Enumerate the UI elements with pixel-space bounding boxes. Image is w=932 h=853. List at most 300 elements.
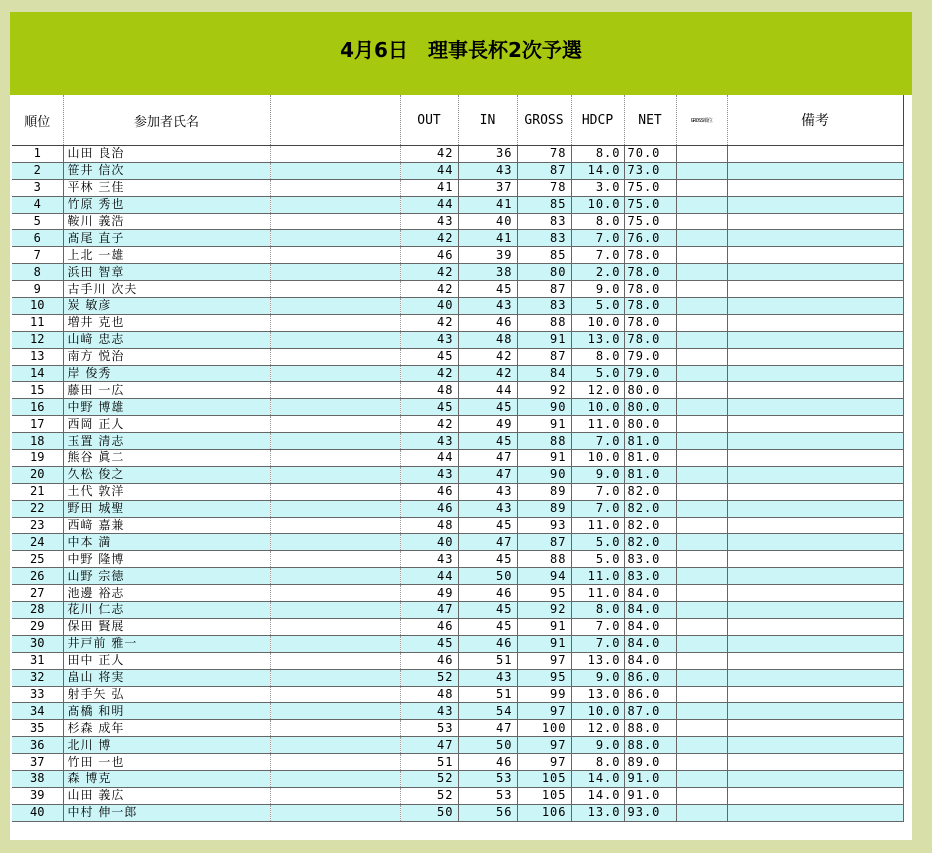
cell-rank: 33 xyxy=(12,686,63,703)
cell-spacer xyxy=(270,737,400,754)
cell-out: 46 xyxy=(400,483,458,500)
cell-empty xyxy=(727,146,903,163)
cell-empty xyxy=(727,264,903,281)
cell-in: 46 xyxy=(458,635,517,652)
cell-in: 51 xyxy=(458,686,517,703)
cell-rank: 7 xyxy=(12,247,63,264)
cell-name: 玉置 清志 xyxy=(63,433,270,450)
cell-in: 42 xyxy=(458,365,517,382)
cell-out: 42 xyxy=(400,146,458,163)
header-spacer xyxy=(270,95,400,146)
cell-net: 78.0 xyxy=(624,247,676,264)
cell-hdcp: 8.0 xyxy=(571,146,624,163)
page-title: 4月6日 理事長杯2次予選 xyxy=(340,38,582,62)
table-row xyxy=(12,247,903,264)
cell-empty xyxy=(676,179,727,196)
cell-net: 73.0 xyxy=(624,162,676,179)
cell-name: 藤田 一広 xyxy=(63,382,270,399)
cell-net: 78.0 xyxy=(624,264,676,281)
cell-name: 北川 博 xyxy=(63,737,270,754)
header-notes: 備考 xyxy=(727,95,903,146)
cell-out: 42 xyxy=(400,281,458,298)
cell-hdcp: 7.0 xyxy=(571,247,624,264)
table-row xyxy=(12,720,903,737)
table-row xyxy=(12,162,903,179)
cell-rank: 16 xyxy=(12,399,63,416)
cell-gross: 88 xyxy=(517,314,571,331)
cell-net: 81.0 xyxy=(624,433,676,450)
cell-in: 46 xyxy=(458,585,517,602)
cell-hdcp: 8.0 xyxy=(571,348,624,365)
cell-rank: 19 xyxy=(12,450,63,467)
cell-in: 45 xyxy=(458,551,517,568)
cell-hdcp: 7.0 xyxy=(571,230,624,247)
cell-net: 79.0 xyxy=(624,365,676,382)
cell-empty xyxy=(727,466,903,483)
cell-empty xyxy=(676,669,727,686)
cell-spacer xyxy=(270,551,400,568)
results-sheet xyxy=(10,12,912,840)
table-row xyxy=(12,585,903,602)
cell-spacer xyxy=(270,618,400,635)
cell-gross: 91 xyxy=(517,450,571,467)
cell-empty xyxy=(676,483,727,500)
cell-empty xyxy=(676,754,727,771)
cell-hdcp: 9.0 xyxy=(571,669,624,686)
cell-in: 46 xyxy=(458,754,517,771)
cell-gross: 87 xyxy=(517,348,571,365)
cell-net: 86.0 xyxy=(624,669,676,686)
cell-gross: 91 xyxy=(517,416,571,433)
cell-rank: 40 xyxy=(12,804,63,821)
cell-hdcp: 11.0 xyxy=(571,517,624,534)
cell-in: 39 xyxy=(458,247,517,264)
cell-empty xyxy=(727,213,903,230)
cell-empty xyxy=(727,281,903,298)
cell-spacer xyxy=(270,770,400,787)
cell-rank: 1 xyxy=(12,146,63,163)
cell-net: 83.0 xyxy=(624,551,676,568)
cell-out: 43 xyxy=(400,551,458,568)
cell-spacer xyxy=(270,686,400,703)
cell-name: 上北 一雄 xyxy=(63,247,270,264)
cell-hdcp: 14.0 xyxy=(571,770,624,787)
cell-empty xyxy=(676,281,727,298)
cell-name: 山﨑 忠志 xyxy=(63,331,270,348)
cell-empty xyxy=(676,416,727,433)
cell-out: 48 xyxy=(400,517,458,534)
cell-empty xyxy=(676,314,727,331)
cell-empty xyxy=(676,720,727,737)
cell-out: 45 xyxy=(400,348,458,365)
cell-in: 36 xyxy=(458,146,517,163)
header-rank: 順位 xyxy=(12,95,63,146)
table-row xyxy=(12,703,903,720)
cell-name: 浜田 智章 xyxy=(63,264,270,281)
cell-spacer xyxy=(270,331,400,348)
cell-net: 86.0 xyxy=(624,686,676,703)
cell-spacer xyxy=(270,568,400,585)
cell-gross: 100 xyxy=(517,720,571,737)
cell-empty xyxy=(676,146,727,163)
cell-out: 48 xyxy=(400,686,458,703)
cell-rank: 21 xyxy=(12,483,63,500)
cell-in: 45 xyxy=(458,281,517,298)
cell-empty xyxy=(727,652,903,669)
cell-rank: 23 xyxy=(12,517,63,534)
cell-hdcp: 10.0 xyxy=(571,450,624,467)
cell-rank: 14 xyxy=(12,365,63,382)
cell-spacer xyxy=(270,162,400,179)
cell-empty xyxy=(727,179,903,196)
cell-out: 52 xyxy=(400,669,458,686)
cell-spacer xyxy=(270,314,400,331)
header-hdcp: HDCP xyxy=(571,95,624,146)
cell-in: 45 xyxy=(458,602,517,619)
cell-spacer xyxy=(270,534,400,551)
cell-gross: 91 xyxy=(517,635,571,652)
cell-name: 中野 博雄 xyxy=(63,399,270,416)
cell-hdcp: 10.0 xyxy=(571,703,624,720)
cell-rank: 28 xyxy=(12,602,63,619)
cell-spacer xyxy=(270,787,400,804)
cell-rank: 22 xyxy=(12,500,63,517)
cell-name: 山野 宗徳 xyxy=(63,568,270,585)
cell-out: 43 xyxy=(400,213,458,230)
cell-empty xyxy=(727,162,903,179)
cell-empty xyxy=(727,298,903,315)
table-row xyxy=(12,450,903,467)
cell-out: 49 xyxy=(400,585,458,602)
cell-net: 80.0 xyxy=(624,382,676,399)
cell-out: 45 xyxy=(400,635,458,652)
cell-empty xyxy=(727,331,903,348)
cell-empty xyxy=(676,230,727,247)
cell-gross: 90 xyxy=(517,466,571,483)
cell-name: 野田 城聖 xyxy=(63,500,270,517)
cell-in: 49 xyxy=(458,416,517,433)
cell-spacer xyxy=(270,585,400,602)
table-row xyxy=(12,314,903,331)
cell-rank: 26 xyxy=(12,568,63,585)
cell-empty xyxy=(676,635,727,652)
cell-rank: 12 xyxy=(12,331,63,348)
cell-net: 84.0 xyxy=(624,652,676,669)
cell-gross: 78 xyxy=(517,179,571,196)
cell-net: 79.0 xyxy=(624,348,676,365)
cell-gross: 105 xyxy=(517,770,571,787)
table-row xyxy=(12,466,903,483)
cell-hdcp: 5.0 xyxy=(571,298,624,315)
cell-empty xyxy=(727,314,903,331)
cell-in: 47 xyxy=(458,450,517,467)
cell-net: 89.0 xyxy=(624,754,676,771)
cell-empty xyxy=(727,230,903,247)
cell-empty xyxy=(727,196,903,213)
cell-spacer xyxy=(270,635,400,652)
cell-gross: 105 xyxy=(517,787,571,804)
cell-net: 91.0 xyxy=(624,770,676,787)
cell-gross: 97 xyxy=(517,737,571,754)
cell-empty xyxy=(727,247,903,264)
cell-spacer xyxy=(270,703,400,720)
cell-empty xyxy=(676,365,727,382)
cell-hdcp: 8.0 xyxy=(571,213,624,230)
cell-out: 47 xyxy=(400,602,458,619)
table-row xyxy=(12,517,903,534)
cell-rank: 15 xyxy=(12,382,63,399)
cell-spacer xyxy=(270,196,400,213)
cell-spacer xyxy=(270,399,400,416)
table-row xyxy=(12,213,903,230)
header-net: NET xyxy=(624,95,676,146)
cell-name: 南方 悦治 xyxy=(63,348,270,365)
cell-empty xyxy=(727,534,903,551)
cell-in: 50 xyxy=(458,737,517,754)
cell-hdcp: 11.0 xyxy=(571,585,624,602)
table-row xyxy=(12,770,903,787)
cell-spacer xyxy=(270,281,400,298)
table-row xyxy=(12,416,903,433)
cell-in: 47 xyxy=(458,720,517,737)
cell-gross: 91 xyxy=(517,331,571,348)
cell-out: 40 xyxy=(400,298,458,315)
cell-empty xyxy=(676,433,727,450)
cell-spacer xyxy=(270,669,400,686)
cell-net: 75.0 xyxy=(624,213,676,230)
cell-name: 西﨑 嘉兼 xyxy=(63,517,270,534)
table-row xyxy=(12,669,903,686)
cell-rank: 8 xyxy=(12,264,63,281)
cell-name: 久松 俊之 xyxy=(63,466,270,483)
cell-empty xyxy=(727,618,903,635)
results-table xyxy=(12,95,904,822)
cell-name: 竹原 秀也 xyxy=(63,196,270,213)
cell-rank: 27 xyxy=(12,585,63,602)
table-row xyxy=(12,331,903,348)
header-name: 参加者氏名 xyxy=(63,95,270,146)
cell-empty xyxy=(727,568,903,585)
cell-spacer xyxy=(270,213,400,230)
cell-empty xyxy=(727,399,903,416)
cell-rank: 34 xyxy=(12,703,63,720)
cell-rank: 5 xyxy=(12,213,63,230)
cell-rank: 38 xyxy=(12,770,63,787)
cell-rank: 30 xyxy=(12,635,63,652)
cell-spacer xyxy=(270,416,400,433)
cell-net: 78.0 xyxy=(624,314,676,331)
table-row xyxy=(12,348,903,365)
cell-out: 40 xyxy=(400,534,458,551)
cell-empty xyxy=(676,196,727,213)
cell-empty xyxy=(676,466,727,483)
cell-out: 41 xyxy=(400,179,458,196)
table-row xyxy=(12,618,903,635)
cell-net: 84.0 xyxy=(624,618,676,635)
cell-name: 山田 義広 xyxy=(63,787,270,804)
cell-out: 44 xyxy=(400,162,458,179)
cell-out: 50 xyxy=(400,804,458,821)
cell-net: 83.0 xyxy=(624,568,676,585)
cell-spacer xyxy=(270,146,400,163)
cell-gross: 88 xyxy=(517,433,571,450)
cell-net: 75.0 xyxy=(624,179,676,196)
cell-empty xyxy=(676,551,727,568)
cell-net: 84.0 xyxy=(624,602,676,619)
cell-net: 82.0 xyxy=(624,517,676,534)
cell-out: 43 xyxy=(400,433,458,450)
cell-hdcp: 10.0 xyxy=(571,399,624,416)
cell-spacer xyxy=(270,450,400,467)
cell-empty xyxy=(727,483,903,500)
table-row xyxy=(12,146,903,163)
cell-out: 47 xyxy=(400,737,458,754)
cell-name: 炭 敏彦 xyxy=(63,298,270,315)
cell-gross: 94 xyxy=(517,568,571,585)
cell-gross: 89 xyxy=(517,483,571,500)
cell-in: 53 xyxy=(458,770,517,787)
cell-out: 43 xyxy=(400,703,458,720)
cell-gross: 85 xyxy=(517,196,571,213)
table-row xyxy=(12,754,903,771)
cell-name: 森 博克 xyxy=(63,770,270,787)
cell-empty xyxy=(727,737,903,754)
cell-hdcp: 13.0 xyxy=(571,804,624,821)
results-body xyxy=(12,146,903,822)
table-row xyxy=(12,787,903,804)
cell-empty xyxy=(676,213,727,230)
cell-gross: 84 xyxy=(517,365,571,382)
cell-empty xyxy=(727,365,903,382)
cell-gross: 92 xyxy=(517,602,571,619)
cell-hdcp: 11.0 xyxy=(571,416,624,433)
cell-in: 45 xyxy=(458,433,517,450)
cell-spacer xyxy=(270,382,400,399)
header-in: IN xyxy=(458,95,517,146)
cell-out: 52 xyxy=(400,787,458,804)
cell-rank: 24 xyxy=(12,534,63,551)
cell-out: 46 xyxy=(400,652,458,669)
cell-rank: 6 xyxy=(12,230,63,247)
cell-spacer xyxy=(270,179,400,196)
cell-gross: 87 xyxy=(517,281,571,298)
cell-in: 56 xyxy=(458,804,517,821)
cell-in: 43 xyxy=(458,483,517,500)
cell-gross: 97 xyxy=(517,703,571,720)
cell-empty xyxy=(676,737,727,754)
cell-hdcp: 10.0 xyxy=(571,196,624,213)
cell-hdcp: 14.0 xyxy=(571,162,624,179)
cell-out: 44 xyxy=(400,196,458,213)
cell-net: 80.0 xyxy=(624,416,676,433)
cell-empty xyxy=(676,382,727,399)
cell-rank: 3 xyxy=(12,179,63,196)
cell-empty xyxy=(676,517,727,534)
cell-empty xyxy=(676,399,727,416)
cell-hdcp: 9.0 xyxy=(571,281,624,298)
cell-spacer xyxy=(270,652,400,669)
table-row xyxy=(12,230,903,247)
cell-net: 75.0 xyxy=(624,196,676,213)
cell-empty xyxy=(727,787,903,804)
header-out: OUT xyxy=(400,95,458,146)
cell-name: 髙尾 直子 xyxy=(63,230,270,247)
cell-empty xyxy=(676,618,727,635)
cell-empty xyxy=(676,568,727,585)
cell-out: 53 xyxy=(400,720,458,737)
cell-empty xyxy=(676,162,727,179)
cell-spacer xyxy=(270,720,400,737)
cell-empty xyxy=(727,450,903,467)
cell-in: 45 xyxy=(458,618,517,635)
cell-empty xyxy=(676,804,727,821)
cell-empty xyxy=(676,264,727,281)
cell-spacer xyxy=(270,483,400,500)
cell-in: 40 xyxy=(458,213,517,230)
cell-name: 射手矢 弘 xyxy=(63,686,270,703)
cell-gross: 93 xyxy=(517,517,571,534)
cell-empty xyxy=(676,450,727,467)
cell-empty xyxy=(727,602,903,619)
header-row xyxy=(12,95,903,146)
cell-gross: 90 xyxy=(517,399,571,416)
cell-rank: 10 xyxy=(12,298,63,315)
cell-rank: 2 xyxy=(12,162,63,179)
cell-rank: 36 xyxy=(12,737,63,754)
cell-empty xyxy=(676,348,727,365)
cell-spacer xyxy=(270,230,400,247)
cell-net: 78.0 xyxy=(624,331,676,348)
table-row xyxy=(12,483,903,500)
cell-spacer xyxy=(270,348,400,365)
cell-name: 杉森 成年 xyxy=(63,720,270,737)
cell-rank: 39 xyxy=(12,787,63,804)
cell-spacer xyxy=(270,500,400,517)
table-row xyxy=(12,652,903,669)
cell-out: 42 xyxy=(400,365,458,382)
cell-rank: 25 xyxy=(12,551,63,568)
cell-name: 熊谷 眞二 xyxy=(63,450,270,467)
cell-name: 池邊 裕志 xyxy=(63,585,270,602)
table-row xyxy=(12,298,903,315)
cell-net: 80.0 xyxy=(624,399,676,416)
cell-in: 50 xyxy=(458,568,517,585)
cell-empty xyxy=(676,703,727,720)
cell-out: 51 xyxy=(400,754,458,771)
cell-in: 41 xyxy=(458,196,517,213)
cell-in: 45 xyxy=(458,517,517,534)
cell-rank: 18 xyxy=(12,433,63,450)
cell-gross: 95 xyxy=(517,585,571,602)
cell-hdcp: 8.0 xyxy=(571,754,624,771)
header-gross-rank: GROSS順位 xyxy=(676,95,727,146)
cell-rank: 13 xyxy=(12,348,63,365)
table-row xyxy=(12,686,903,703)
cell-net: 81.0 xyxy=(624,466,676,483)
cell-out: 43 xyxy=(400,466,458,483)
table-row xyxy=(12,365,903,382)
table-row xyxy=(12,179,903,196)
cell-hdcp: 13.0 xyxy=(571,652,624,669)
cell-rank: 9 xyxy=(12,281,63,298)
cell-hdcp: 7.0 xyxy=(571,433,624,450)
cell-rank: 20 xyxy=(12,466,63,483)
cell-spacer xyxy=(270,433,400,450)
cell-name: 増井 克也 xyxy=(63,314,270,331)
table-row xyxy=(12,196,903,213)
cell-empty xyxy=(676,247,727,264)
cell-name: 井戸前 雅一 xyxy=(63,635,270,652)
